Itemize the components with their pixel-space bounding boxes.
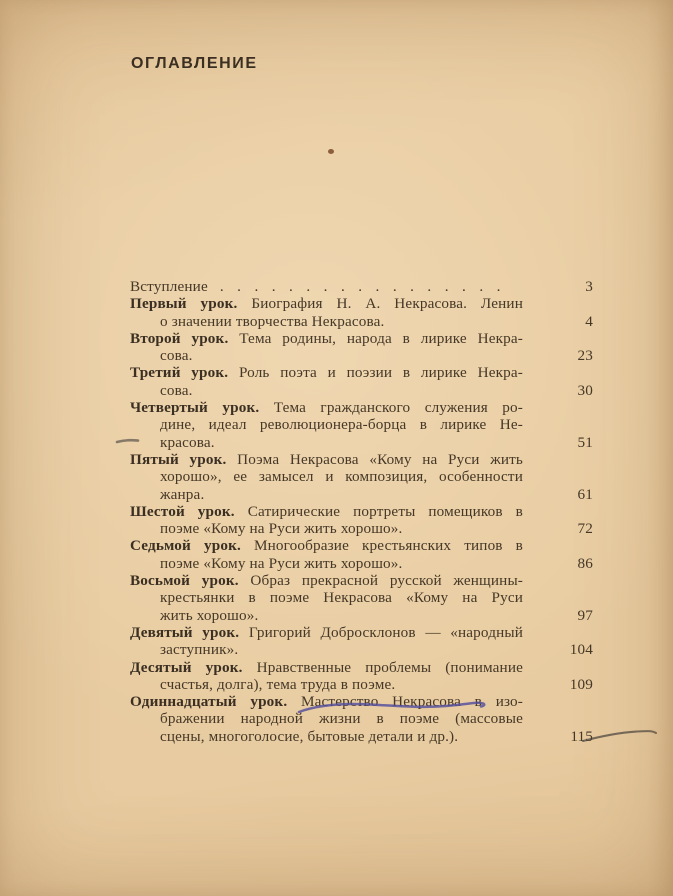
page-number: 97 bbox=[577, 606, 593, 624]
toc-entry-line: сова. bbox=[160, 347, 193, 365]
toc-entry-line: жанра. bbox=[160, 485, 205, 503]
dot-leader: ................. bbox=[219, 278, 514, 295]
entry-lead: Второй урок. bbox=[130, 329, 229, 347]
toc-entry bbox=[130, 659, 593, 694]
toc-entry bbox=[130, 451, 593, 503]
entry-lead: Первый урок. bbox=[130, 295, 238, 313]
entry-lead: Десятый урок. bbox=[130, 658, 243, 676]
toc-entry bbox=[130, 503, 593, 538]
toc-entry-line bbox=[130, 624, 523, 641]
entry-lead: Восьмой урок. bbox=[130, 572, 239, 590]
toc-entry-line: красова. bbox=[160, 433, 215, 451]
toc-entry-line bbox=[130, 364, 523, 381]
page-number: 104 bbox=[569, 641, 593, 659]
toc-entry-line bbox=[130, 278, 523, 295]
page-number: 61 bbox=[577, 485, 593, 503]
page-number: 30 bbox=[577, 381, 593, 399]
toc-entry bbox=[130, 624, 593, 659]
toc-entry bbox=[130, 572, 593, 624]
entry-lead: Пятый урок. bbox=[130, 450, 227, 468]
toc-entry-line: заступник». bbox=[160, 641, 239, 659]
entry-text: Григорий Добросклонов — «народный bbox=[248, 623, 524, 641]
page-title: ОГЛАВЛЕНИЕ bbox=[131, 55, 258, 72]
entry-text: Нравственные проблемы (понимание bbox=[256, 658, 523, 676]
entry-lead: Одиннадцатый урок. bbox=[130, 693, 288, 711]
page-number: 51 bbox=[577, 433, 593, 451]
toc-entry-line: поэме «Кому на Руси жить хорошо». bbox=[160, 554, 403, 572]
toc-entry-line: крестьянки в поэме Некрасова «Кому на Руси bbox=[160, 589, 523, 607]
entry-text: Роль поэта и поэзии в лирике Некра- bbox=[238, 364, 524, 382]
toc-entry-line: о значении творчества Некрасова. bbox=[160, 312, 385, 330]
entry-text: Образ прекрасной русской женщины- bbox=[250, 572, 523, 590]
page-number: 86 bbox=[577, 554, 593, 572]
toc-entry-line bbox=[130, 330, 523, 347]
page-number: 109 bbox=[569, 675, 593, 693]
toc-entry-line: хорошо», ее замысел и композиция, особенности bbox=[160, 468, 523, 486]
toc-entry bbox=[130, 330, 593, 365]
entry-text: Многообразие крестьянских типов в bbox=[253, 537, 523, 555]
toc-entry bbox=[130, 693, 593, 745]
toc-entry-line: сова. bbox=[160, 381, 193, 399]
entry-lead: Девятый урок. bbox=[130, 623, 240, 641]
toc-list bbox=[130, 278, 593, 745]
page-number: 115 bbox=[570, 727, 593, 745]
toc-entry-line bbox=[130, 572, 523, 589]
toc-entry bbox=[130, 537, 593, 572]
toc-entry bbox=[130, 364, 593, 399]
entry-text: Биография Н. А. Некрасова. Ленин bbox=[251, 295, 523, 313]
toc-entry-line bbox=[130, 451, 523, 468]
toc-entry-line bbox=[130, 693, 523, 710]
toc-entry-line bbox=[130, 295, 523, 312]
page-number: 4 bbox=[585, 312, 593, 330]
entry-text: Поэма Некрасова «Кому на Руси жить bbox=[237, 450, 523, 468]
toc-entry-line: сцены, многоголосие, бытовые детали и др.). bbox=[160, 727, 459, 745]
page-number: 72 bbox=[577, 520, 593, 538]
page115-underline-mark bbox=[583, 731, 656, 741]
toc-entry-line: жить хорошо». bbox=[160, 606, 259, 624]
toc-entry-line bbox=[130, 537, 523, 554]
entry-lead: Седьмой урок. bbox=[130, 537, 241, 555]
entry-text: Тема родины, народа в лирике Некра- bbox=[239, 329, 523, 347]
entry-lead: Вступление bbox=[130, 278, 208, 295]
paper-speck bbox=[328, 149, 334, 154]
scan-edge-shading bbox=[647, 0, 673, 896]
toc-entry-line bbox=[130, 399, 523, 416]
page-number: 23 bbox=[577, 347, 593, 365]
toc-entry-line: дине, идеал революционера-борца в лирике Не- bbox=[160, 416, 523, 434]
toc-entry bbox=[130, 278, 593, 295]
toc-entry-line bbox=[130, 659, 523, 676]
entry-text: Сатирические портреты помещиков в bbox=[247, 502, 523, 520]
toc-entry-line: счастья, долга), тема труда в поэме. bbox=[160, 675, 396, 693]
toc-entry bbox=[130, 399, 593, 451]
entry-text: Мастерство Некрасова в изо- bbox=[300, 693, 523, 711]
toc-entry-line: бражении народной жизни в поэме (массовые bbox=[160, 710, 523, 728]
toc-entry-line bbox=[130, 503, 523, 520]
entry-lead: Третий урок. bbox=[130, 364, 229, 382]
page-number: 3 bbox=[585, 278, 593, 295]
toc-entry-line: поэме «Кому на Руси жить хорошо». bbox=[160, 520, 403, 538]
toc-entry bbox=[130, 295, 593, 330]
entry-lead: Шестой урок. bbox=[130, 502, 235, 520]
entry-lead: Четвертый урок. bbox=[130, 399, 260, 417]
entry-text: Тема гражданского служения ро- bbox=[273, 399, 523, 417]
